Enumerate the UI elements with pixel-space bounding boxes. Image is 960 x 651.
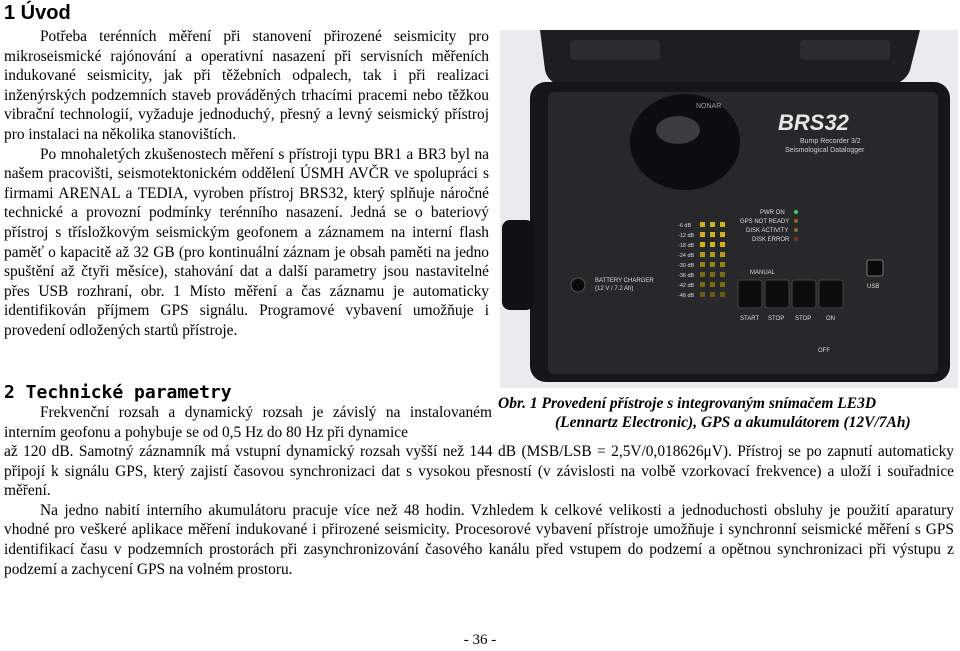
section-1-heading: 1 Úvod (4, 2, 71, 24)
section-2-paragraph-2: Na jedno nabití interního akumulátoru pracuje více než 48 hodin. Vzhledem k celkové velikosti a jednoduchosti obsluhy je použití aparatury vhodné pro veškeré aplikace měření indukované i přirozené seismicity. Procesorové vybavení přístroje umožňuje i synchronní seismické měření s GPS identifikací času v podzemních prostorách při zasynchronizování časového kanálu před vstupem do podzemí a opětnou synchronizaci při výstupu z podzemí a zachycení GPS na volném prostoru. (4, 501, 954, 578)
stop-button (765, 280, 789, 308)
start-button (738, 280, 762, 308)
battery-charger-spec: (12 V / 7.2 Ah) (595, 286, 634, 292)
sensor-brand-text: NONAR (696, 103, 722, 110)
usb-label: USB (867, 284, 880, 290)
manual-label: MANUAL (750, 270, 776, 276)
section-1-paragraph-1: Potřeba terénních měření při stanovení přirozené seismicity pro mikroseismické rajónování a operativní nasazení při servisních měřeních indukované seismicity, jak při těžebních odpalech, tak i při realizaci inženýrských podzemních staveb prováděných trhacími pracemi nebo těžkou vibrační technologií, vyžaduje jednoduchý, přesný a levný seismický přístroj pro instalaci na několika stanovištích. (4, 28, 489, 143)
usb-port-icon (867, 260, 883, 276)
device-subtitle-2: Seismological Datalogger (785, 147, 865, 154)
figure-caption-line-2: (Lennartz Electronic), GPS a akumulátorem (12V/7Ah) (555, 414, 911, 431)
status-label-disk-error: DISK ERROR (752, 237, 790, 243)
button-label-stop: STOP (768, 316, 785, 322)
level-label: -36 dB (678, 273, 695, 279)
level-label: -24 dB (678, 253, 695, 259)
page-number: - 36 - (463, 632, 497, 648)
on-off-button (819, 280, 843, 308)
level-label: -6 dB (678, 223, 692, 229)
level-label: -12 dB (678, 233, 695, 239)
section-2-paragraph-1-continued: až 120 dB. Samotný záznamník má vstupní dynamický rozsah vyšší než 144 dB (MSB/LSB = 2,5V/0,018626μV). Přístroj se po zapnutí automaticky připojí k signálu GPS, který zajistí časovou synchronizaci dat s vysokou přesností (v závislosti na volbě vzorkovací frekvence) a uloží i souřadnice měření. (4, 443, 954, 500)
stop-button-2 (792, 280, 816, 308)
section-2-paragraph-1-start: Frekvenční rozsah a dynamický rozsah je závislý na instalovaném interním geofonu a pohybuje se od 0,5 Hz do 80 Hz při dynamice (4, 404, 492, 441)
status-label-pwr: PWR ON (760, 210, 785, 216)
section-2-heading: 2 Technické parametry (4, 382, 232, 403)
charger-socket-icon (571, 278, 585, 292)
section-1-body (4, 27, 489, 341)
disk-activity-led (794, 228, 798, 232)
section-1-paragraph-2: Po mnohaletých zkušenostech měření s přístroji typu BR1 a BR3 byl na našem pracovišti, seismotektonickém oddělení ÚSMH AVČR ve spolupráci s firmami ARENAL a TEDIA, vyroben přístroj BRS32, který splňuje náročné technické a provozní podmínky terénního nasazení. Jedná se o bateriový přístroj s třísložkovým seismickým geofonem a záznamem na interní flash paměť o kapacitě až 32 GB (pro kontinuální záznam je obsah paměti na jedno spuštění až čtyři měsíce), stahování dat a další parametry jsou nastavitelné přes USB rozhraní, obr. 1 Místo měření a čas záznamu je automaticky identifikován příjmem GPS signálu. Programové vybavení umožňuje i provedení odložených startů přístroje. (4, 145, 489, 339)
level-label: -42 dB (678, 283, 695, 289)
device-logo: BRS32 (778, 110, 849, 135)
figure-caption (498, 394, 958, 432)
level-label: -30 dB (678, 263, 695, 269)
pwr-led (794, 210, 798, 214)
figure-caption-line-1: Obr. 1 Provedení přístroje s integrovaným snímačem LE3D (498, 395, 877, 412)
button-label-start: START (740, 316, 760, 322)
button-label-on: ON (826, 316, 835, 322)
battery-charger-label: BATTERY CHARGER (595, 278, 654, 284)
device-subtitle-1: Bump Recorder 3/2 (800, 138, 861, 145)
device-photo (500, 30, 958, 388)
disk-error-led (794, 237, 798, 241)
status-label-disk-activity: DISK ACTIVITY (746, 228, 789, 234)
button-label-off: OFF (818, 348, 830, 354)
level-label: -18 dB (678, 243, 695, 249)
section-2-column (4, 403, 492, 442)
section-2-body (4, 442, 954, 579)
gps-led (794, 219, 798, 223)
button-label-stop-2: STOP (795, 316, 812, 322)
status-label-gps: GPS NOT READY (740, 219, 790, 225)
level-label: -48 dB (678, 293, 695, 299)
